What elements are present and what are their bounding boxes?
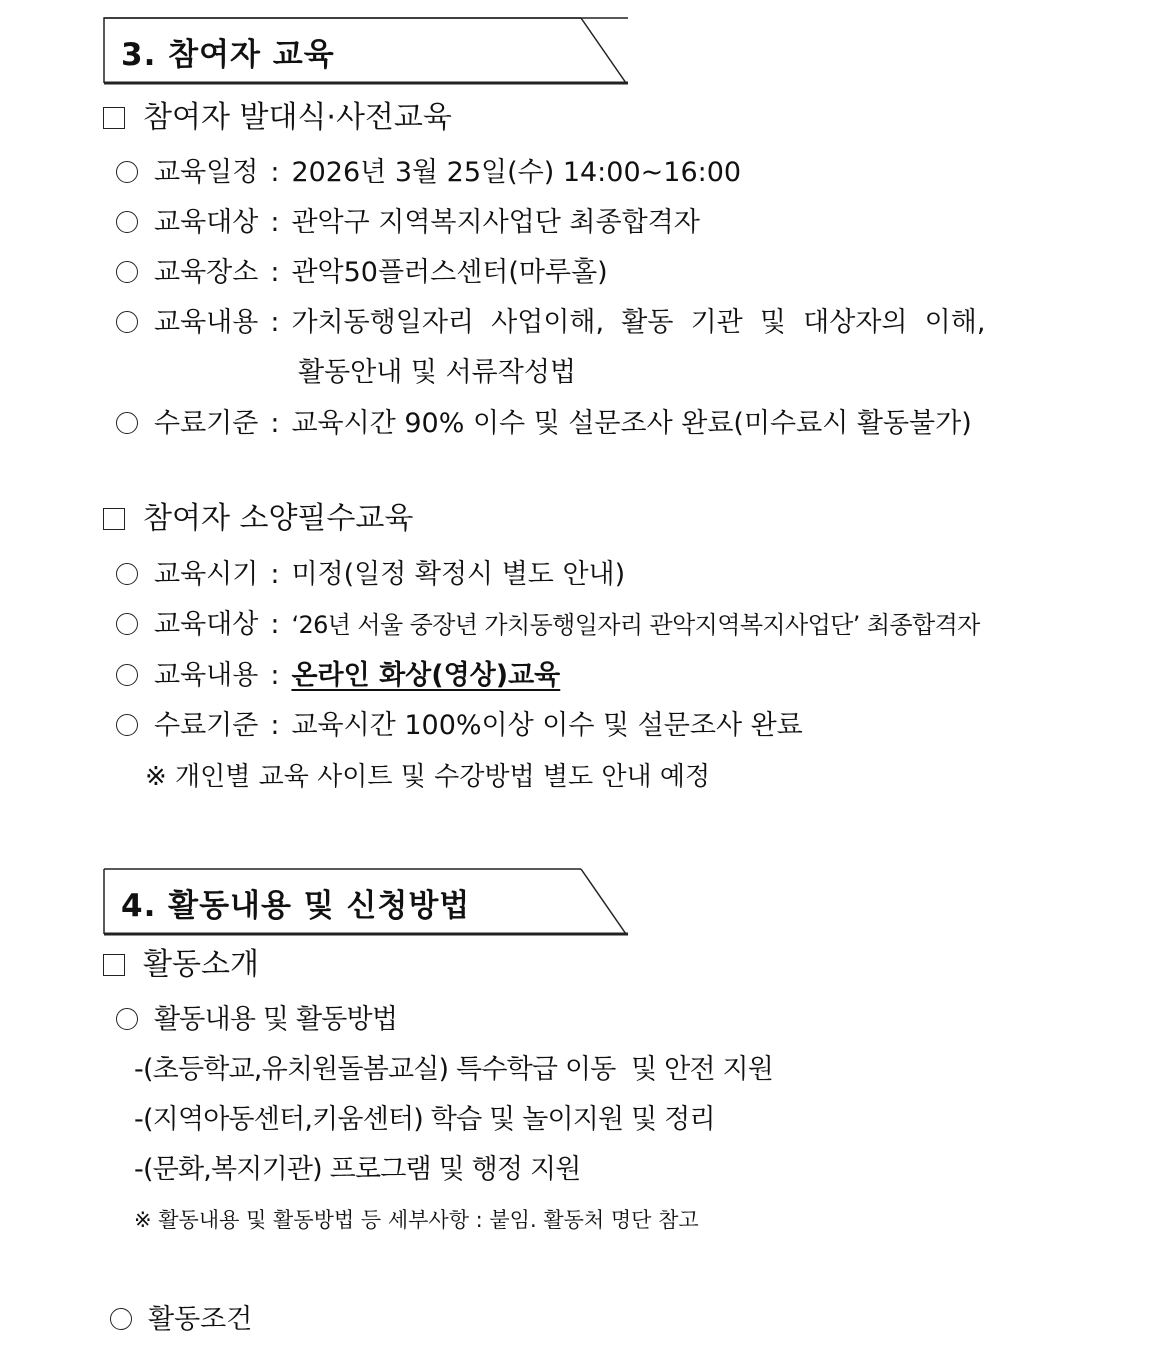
circle-bullet-icon <box>116 261 138 283</box>
item-value: 관악구 지역복지사업단 최종합격자 <box>291 207 700 238</box>
item-label: 수료기준 <box>154 408 259 439</box>
circle-bullet-icon <box>116 563 138 585</box>
list-item: 수료기준 : 교육시간 90% 이수 및 설문조사 완료(미수료시 활동불가) <box>116 404 972 444</box>
list-item: 교육시기 : 미정(일정 확정시 별도 안내) <box>116 555 625 595</box>
item-label: 교육시기 <box>154 559 259 590</box>
section-4-header <box>103 868 628 936</box>
detail-line: -(지역아동센터,키움센터) 학습 및 놀이지원 및 정리 <box>134 1104 715 1135</box>
circle-bullet-icon <box>116 161 138 183</box>
section-3-header <box>103 17 628 85</box>
item-value: 2026년 3월 25일(수) 14:00~16:00 <box>291 157 742 188</box>
section-3-title: 3. 참여자 교육 <box>121 37 335 73</box>
circle-bullet-icon <box>116 714 138 736</box>
block1-heading: 참여자 발대식·사전교육 <box>103 98 452 138</box>
detail-line: -(문화,복지기관) 프로그램 및 행정 지원 <box>134 1154 581 1185</box>
item-label: 교육일정 <box>154 157 259 188</box>
item-label: 교육대상 <box>154 609 259 640</box>
circle-bullet-icon <box>116 211 138 233</box>
circle-bullet-icon <box>116 311 138 333</box>
block2-heading: 참여자 소양필수교육 <box>103 499 413 539</box>
item-label: 교육대상 <box>154 207 259 238</box>
section4-heading: 활동소개 <box>103 945 259 985</box>
section4-sub2: 활동조건 <box>110 1300 252 1340</box>
item-label: 수료기준 <box>154 710 259 741</box>
item-label: 교육내용 <box>154 307 259 338</box>
circle-bullet-icon <box>110 1308 132 1330</box>
list-item: 교육내용 : 온라인 화상(영상)교육 <box>116 656 560 696</box>
item-value-underlined: 온라인 화상(영상)교육 <box>291 660 561 691</box>
circle-bullet-icon <box>116 613 138 635</box>
detail-line: -(초등학교,유치원돌봄교실) 특수학급 이동 및 안전 지원 <box>134 1054 774 1085</box>
list-item: 교육대상 : 관악구 지역복지사업단 최종합격자 <box>116 203 700 243</box>
list-item: 교육장소 : 관악50플러스센터(마루홀) <box>116 253 608 293</box>
square-bullet-icon <box>103 107 125 129</box>
item-value: 교육시간 100%이상 이수 및 설문조사 완료 <box>291 710 803 741</box>
item-value: ‘26년 서울 중장년 가치동행일자리 관악지역복지사업단’ 최종합격자 <box>291 611 980 639</box>
section4-note: ※ 활동내용 및 활동방법 등 세부사항 : 붙임. 활동처 명단 참고 <box>134 1208 699 1232</box>
section4-sub1: 활동내용 및 활동방법 <box>116 1000 397 1040</box>
list-item: 교육대상 : ‘26년 서울 중장년 가치동행일자리 관악지역복지사업단’ 최종합격자 <box>116 605 980 645</box>
list-item-continuation: 활동안내 및 서류작성법 <box>298 357 576 388</box>
item-label: 교육장소 <box>154 257 259 288</box>
list-item: 교육내용 : 가치동행일자리 사업이해, 활동 기관 및 대상자의 이해, <box>116 303 985 343</box>
item-value: 미정(일정 확정시 별도 안내) <box>291 559 626 590</box>
item-value: 교육시간 90% 이수 및 설문조사 완료(미수료시 활동불가) <box>291 408 972 439</box>
square-bullet-icon <box>103 508 125 530</box>
list-item: 수료기준 : 교육시간 100%이상 이수 및 설문조사 완료 <box>116 706 803 746</box>
item-value: 가치동행일자리 사업이해, 활동 기관 및 대상자의 이해, <box>291 307 986 338</box>
block2-note: ※ 개인별 교육 사이트 및 수강방법 별도 안내 예정 <box>145 762 711 792</box>
circle-bullet-icon <box>116 1008 138 1030</box>
circle-bullet-icon <box>116 664 138 686</box>
list-item: 교육일정 : 2026년 3월 25일(수) 14:00~16:00 <box>116 153 741 193</box>
section-4-title: 4. 활동내용 및 신청방법 <box>121 888 471 924</box>
circle-bullet-icon <box>116 412 138 434</box>
item-label: 교육내용 <box>154 660 259 691</box>
item-value: 관악50플러스센터(마루홀) <box>291 257 608 288</box>
square-bullet-icon <box>103 954 125 976</box>
